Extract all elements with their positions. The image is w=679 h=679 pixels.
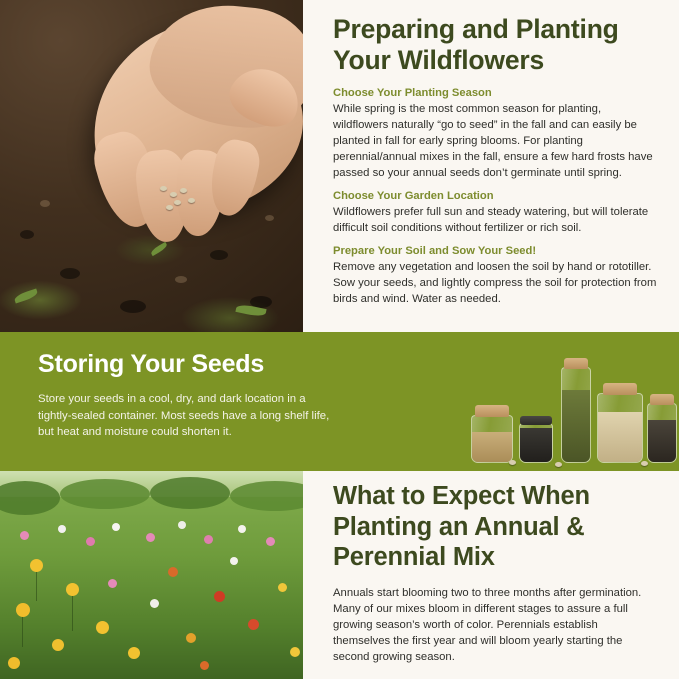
section1-body-2: Remove any vegetation and loosen the soil by hand or rototiller. Sow your seeds, and lightly compress the soil for protection from birds and wind. Water as needed. [333, 260, 657, 305]
section1-body-1: Wildflowers prefer full sun and steady watering, but will tolerate difficult soil conditions without fertilizer or rich soil. [333, 205, 649, 234]
seed-storage-jars-photo [379, 332, 679, 471]
section1-subheading-0: Choose Your Planting Season [333, 86, 492, 99]
section3-title: What to Expect When Planting an Annual & Perennial Mix [333, 482, 590, 572]
section-what-to-expect [0, 471, 679, 679]
section1-body-0: While spring is the most common season for planting, wildflowers naturally “go to seed” in the fall and can easily be planted in fall for early spring blooms. For planting perennial/annual mixes in the fall, ensure a few hard frosts have passed so your annual seeds don’t germinate until spring. [333, 102, 653, 179]
section2-text-column [38, 350, 338, 441]
section2-body: Store your seeds in a cool, dry, and dark location in a tightly-sealed container. Most seeds have a long shelf life, but heat and moisture could shorten it. [38, 393, 330, 439]
section3-text-column [303, 471, 679, 679]
section1-subheading-1: Choose Your Garden Location [333, 189, 494, 202]
section3-body: Annuals start blooming two to three months after germination. Many of our mixes bloom in different stages to assure a full growing season’s worth of color. Perennials establish themselves the first year and will bloom yearly starting the second growing season. [333, 586, 642, 663]
wildflower-meadow-photo [0, 471, 303, 679]
hand-sowing-seeds-photo [0, 0, 303, 332]
section1-text-column [303, 0, 679, 332]
section1-title: Preparing and Planting Your Wildflowers [333, 14, 619, 76]
section-preparing-and-planting [0, 0, 679, 332]
section1-subheading-2: Prepare Your Soil and Sow Your Seed! [333, 244, 537, 257]
section-storing-your-seeds [0, 332, 679, 471]
section2-title: Storing Your Seeds [38, 350, 265, 378]
